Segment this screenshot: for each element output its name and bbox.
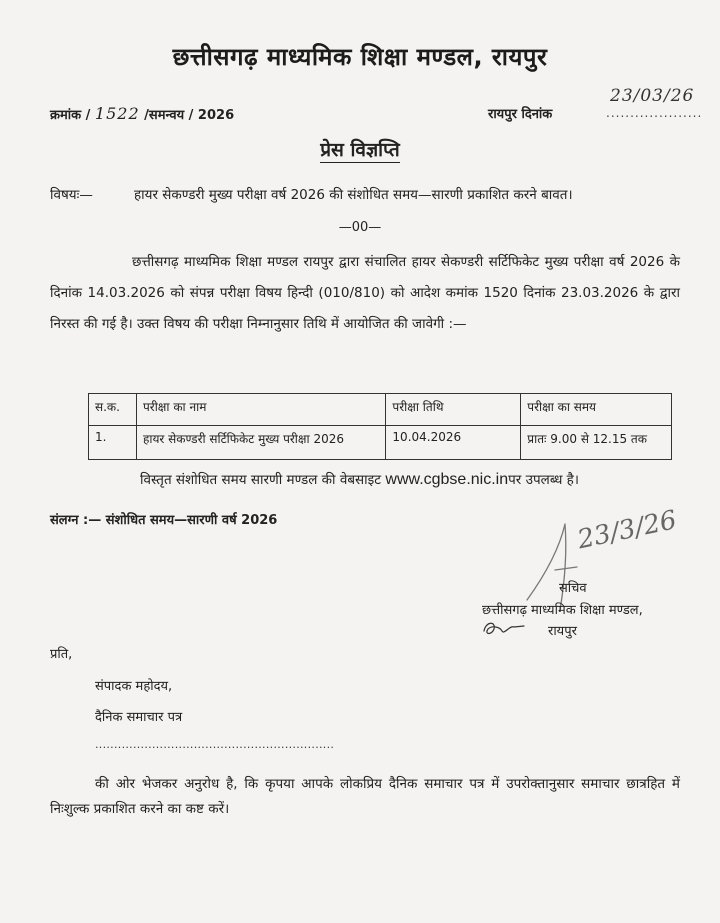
table-cell: 10.04.2026 bbox=[386, 426, 521, 460]
secretary-designation: सचिव bbox=[559, 581, 587, 596]
secretary-city: रायपुर bbox=[548, 624, 577, 639]
separator: —00— bbox=[338, 220, 382, 235]
subject-label: विषयः— bbox=[50, 187, 93, 203]
reference-handwritten-number: 1522 bbox=[94, 104, 140, 123]
table-cell: 1. bbox=[89, 426, 137, 460]
subject-text: हायर सेकण्डरी मुख्य परीक्षा वर्ष 2026 की संशोधित समय—सारणी प्रकाशित करने बावत। bbox=[134, 187, 573, 203]
table-header-cell: परीक्षा का नाम bbox=[136, 394, 385, 426]
website-after: पर उपलब्ध है। bbox=[508, 472, 579, 488]
schedule-table bbox=[88, 393, 672, 460]
website-before: विस्तृत संशोधित समय सारणी मण्डल की वेबसाइट bbox=[140, 472, 386, 488]
reference-prefix: क्रमांक / bbox=[50, 108, 95, 123]
board-title: छत्तीसगढ़ माध्यमिक शिक्षा मण्डल, रायपुर bbox=[172, 43, 548, 71]
recipient-newspaper: दैनिक समाचार पत्र bbox=[95, 710, 183, 725]
table-cell: हायर सेकण्डरी सर्टिफिकेट मुख्य परीक्षा 2026 bbox=[136, 426, 385, 460]
heading-text: प्रेस विज्ञप्ति bbox=[320, 139, 400, 161]
table-row bbox=[89, 426, 672, 460]
subject-line bbox=[50, 185, 573, 203]
handwritten-date: 23/03/26 bbox=[610, 86, 695, 106]
table-header-cell: स.क. bbox=[89, 394, 137, 426]
website-url: www.cgbse.nic.in bbox=[385, 471, 509, 488]
recipient-editor: संपादक महोदय, bbox=[95, 679, 173, 694]
reference-number bbox=[50, 104, 234, 123]
website-note bbox=[140, 470, 579, 489]
initials-signature bbox=[480, 617, 526, 639]
date-label: रायपुर दिनांक bbox=[488, 107, 553, 122]
signature-handwritten-date: 23/3/26 bbox=[575, 505, 680, 556]
document-heading bbox=[0, 136, 720, 162]
secretary-organization: छत्तीसगढ़ माध्यमिक शिक्षा मण्डल, bbox=[482, 603, 643, 618]
recipient-to: प्रति, bbox=[50, 647, 73, 662]
recipient-blank-line: ............................................................... bbox=[95, 738, 335, 751]
date-dotted-line: .................... bbox=[606, 106, 703, 120]
table-header-cell: परीक्षा तिथि bbox=[386, 394, 521, 426]
table-cell: प्रातः 9.00 से 12.15 तक bbox=[521, 426, 672, 460]
table-header-row bbox=[89, 394, 672, 426]
table-header-cell: परीक्षा का समय bbox=[521, 394, 672, 426]
attachment-line: संलग्न :— संशोधित समय—सारणी वर्ष 2026 bbox=[50, 513, 278, 528]
reference-suffix: /समन्वय / 2026 bbox=[139, 108, 235, 123]
closing-paragraph: की ओर भेजकर अनुरोध है, कि कृपया आपके लोकप्रिय दैनिक समाचार पत्र में उपरोक्तानुसार समाचार छात्रहित में निःशुल्क प्रकाशित करने का कष्ट करें। bbox=[50, 776, 680, 817]
body-paragraph: छत्तीसगढ़ माध्यमिक शिक्षा मण्डल रायपुर द्वारा संचालित हायर सेकण्डरी सर्टिफिकेट मुख्य परीक्षा वर्ष 2026 के दिनांक 14.03.2026 को संपन्न परीक्षा विषय हिन्दी (010/810) को आदेश कमांक 1520 दिनांक 23.03.2026 के द्वारा निरस्त की गई है। उक्त विषय की परीक्षा निम्नानुसार तिथि में आयोजित की जावेगी :— bbox=[50, 254, 680, 332]
